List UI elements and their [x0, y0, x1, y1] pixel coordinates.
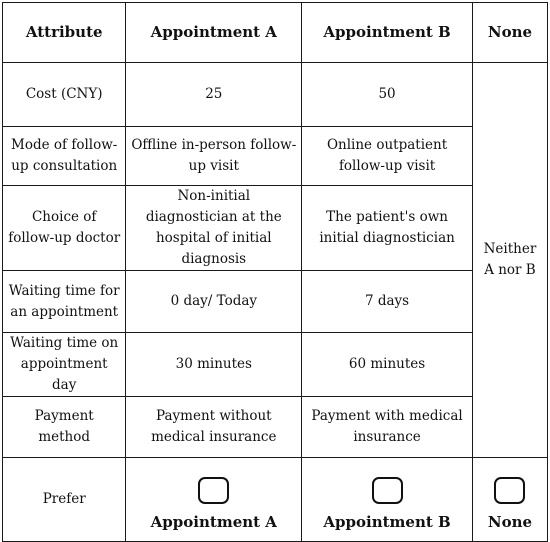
table-row: [3, 333, 548, 397]
header-attribute: Attribute: [3, 3, 126, 63]
prefer-label: Prefer: [3, 458, 126, 542]
appointment-a-mode: Offline in-person follow-up visit: [126, 127, 302, 186]
attribute-cell-doctor: Choice of follow-up doctor: [3, 186, 126, 271]
prefer-none-label: None: [487, 513, 533, 531]
prefer-row: [3, 458, 548, 542]
attribute-cell-payment: Payment method: [3, 397, 126, 458]
appointment-a-waiting-day: 30 minutes: [126, 333, 302, 397]
prefer-option-none[interactable]: [472, 458, 547, 542]
table-row: [3, 271, 548, 333]
choice-set-table: [2, 2, 548, 542]
header-appointment-b: Appointment B: [302, 3, 473, 63]
attribute-cell-waiting-appointment: Waiting time for an appointment: [3, 271, 126, 333]
header-row: [3, 3, 548, 63]
prefer-a-checkbox[interactable]: [198, 477, 229, 504]
prefer-option-b[interactable]: [302, 458, 473, 542]
appointment-b-waiting-day: 60 minutes: [302, 333, 473, 397]
prefer-b-label: Appointment B: [323, 513, 451, 531]
appointment-b-payment: Payment with medical insurance: [302, 397, 473, 458]
prefer-option-a[interactable]: [126, 458, 302, 542]
appointment-b-waiting-appointment: 7 days: [302, 271, 473, 333]
appointment-a-waiting-appointment: 0 day/ Today: [126, 271, 302, 333]
appointment-b-doctor: The patient's own initial diagnostician: [302, 186, 473, 271]
table-row: [3, 63, 548, 127]
prefer-none-checkbox[interactable]: [494, 477, 525, 504]
prefer-a-label: Appointment A: [150, 513, 277, 531]
table-row: [3, 186, 548, 271]
appointment-a-doctor: Non-initial diagnostician at the hospital of initial diagnosis: [126, 186, 302, 271]
table-row: [3, 127, 548, 186]
header-none: None: [472, 3, 547, 63]
prefer-b-checkbox[interactable]: [372, 477, 403, 504]
attribute-cell-mode: Mode of follow-up consultation: [3, 127, 126, 186]
none-option-cell: Neither A nor B: [472, 63, 547, 458]
appointment-b-mode: Online outpatient follow-up visit: [302, 127, 473, 186]
appointment-a-cost: 25: [126, 63, 302, 127]
attribute-cell-waiting-day: Waiting time on appointment day: [3, 333, 126, 397]
appointment-a-payment: Payment without medical insurance: [126, 397, 302, 458]
header-appointment-a: Appointment A: [126, 3, 302, 63]
appointment-b-cost: 50: [302, 63, 473, 127]
table-row: [3, 397, 548, 458]
attribute-cell-cost: Cost (CNY): [3, 63, 126, 127]
